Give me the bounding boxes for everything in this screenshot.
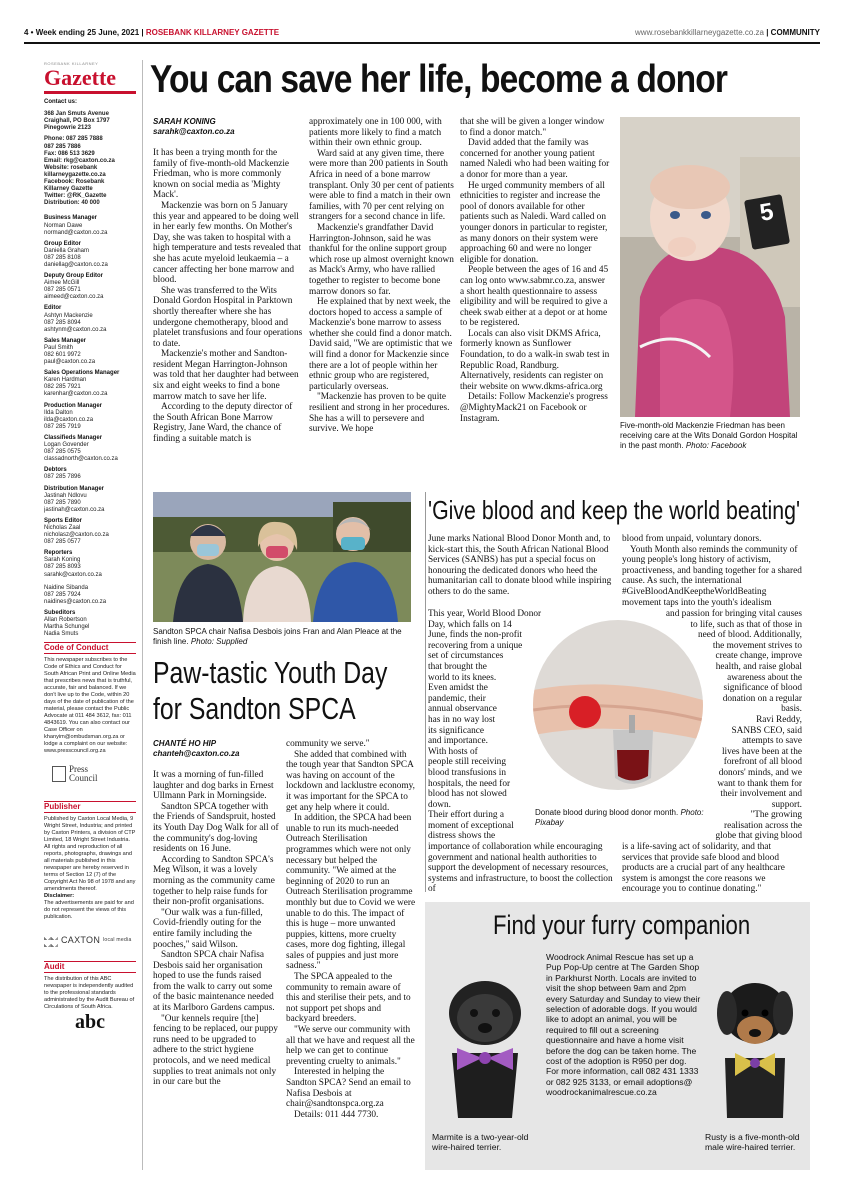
staff-role: Sports Editor — [44, 517, 83, 524]
story3-bottom-right: is a life-saving act of solidarity, and that services that provide safe blood and blood products are a crucial part of any healthcare system is amongst the core reasons we encourage you to continue donating." — [622, 842, 785, 895]
staff-line: ashtynm@caxton.co.za — [44, 326, 107, 333]
code-title: Code of Conduct — [44, 642, 136, 654]
text-line: awareness about the — [727, 672, 802, 683]
story2-col1 — [153, 770, 281, 1168]
press-council-icon — [52, 766, 66, 782]
week-label: Week ending 25 June, 2021 — [35, 27, 140, 37]
masthead-sidebar — [44, 60, 136, 1170]
staff-role: Sales Operations Manager — [44, 370, 120, 377]
dog-marmite-photo — [432, 958, 538, 1126]
text-line: annual observance — [428, 704, 497, 715]
staff-line: Daniella Graham — [44, 247, 90, 254]
paragraph: According to Sandton SPCA's Meg Wilson, it was a lovely morning as the community came together to help raise funds for their non-profit organisations. — [153, 854, 275, 908]
staff-entry — [44, 273, 136, 301]
staff-line: Norman Dawe — [44, 222, 83, 229]
story1-col1 — [153, 148, 303, 478]
logo-small: ROSEBANK KILLARNEY — [44, 61, 99, 66]
staff-line: nicholasz@caxton.co.za — [44, 532, 109, 539]
staff-line: 087 285 8108 — [44, 254, 81, 261]
paragraph: David added that the family was concerned for another young patient named Naledi who had been waiting for a donor for more than a year. — [460, 138, 610, 180]
address-line: 368 Jan Smuts Avenue — [44, 111, 109, 118]
contact-line: Website: rosebank — [44, 164, 98, 171]
text-line: Ravi Reddy, — [756, 714, 802, 725]
paragraph: The SPCA appealed to the community to remain aware of this and sterilise their pets, and to not support pet shops and backyard breeders. — [286, 972, 411, 1025]
adoption-text: Woodrock Animal Rescue has set up a Pup Pop-Up centre at The Garden Shop in Parkhurst North. Locals are invited to visit the shop between 9am and 2pm every Saturday and Sunday to view their selection of adorable dogs. If you would like to adopt an animal, you will be required to fill out a screening questionnaire and have a home visit before the dog can be taken home. The cost of the adoption is R950 per dog. For more information, call 082 431 1333 or 082 925 3133, or email adoptions@ woodrockanimalrescue.co.za — [546, 952, 701, 1098]
staff-line: Naidine Sibanda — [44, 584, 89, 591]
staff-entry — [44, 338, 136, 366]
caxton-logo: CAXTON local media — [44, 933, 136, 947]
paragraph: community we serve." — [286, 739, 370, 749]
contact-line: killarneygazette.co.za — [44, 171, 106, 178]
staff-entry — [44, 215, 136, 236]
contact-line: Facebook: Rosebank — [44, 179, 105, 186]
staff-line: 087 285 8093 — [44, 564, 81, 571]
staff-line: 087 285 7890 — [44, 499, 81, 506]
staff-entry — [44, 403, 136, 431]
text-line: June, finds the non-profit — [428, 630, 522, 641]
contact-line: Distribution: 40 000 — [44, 200, 100, 207]
staff-line: Ashtyn Mackenzie — [44, 312, 93, 319]
staff-entry — [44, 518, 136, 546]
baby-illustration — [620, 117, 800, 417]
paragraph: "Mackenzie has proven to be quite resilient and strong in her procedures. She has a will to persevere and survive. We hope — [309, 392, 450, 435]
paragraph: Mackenzie's grandfather David Harrington-Johnson, said he was thankful for the online support group which rose up almost overnight known as Mack's Army, who have rallied together to register to become bone marrow donors so far. — [309, 222, 454, 297]
staff-line: Paul Smith — [44, 344, 74, 351]
text-line: world to its knees. — [428, 672, 497, 683]
contact-line: Phone: 087 285 7888 — [44, 136, 103, 143]
staff-line: normand@caxton.co.za — [44, 229, 108, 236]
text-line: forefront of all blood — [723, 757, 802, 768]
blood-illustration — [533, 620, 703, 790]
paragraph: It has been a trying month for the family of five-month-old Mackenzie Friedman, who is more commonly known on social media as 'Mighty Mack'. — [153, 148, 290, 201]
text-line: Their effort during a — [428, 810, 504, 821]
staff-line: Nicholas Zaal — [44, 524, 81, 531]
caxton-icon — [44, 933, 58, 947]
paragraph: that she will be given a longer window to find a donor match." — [460, 117, 605, 138]
staff-line: 082 285 7921 — [44, 384, 81, 391]
staff-line: 087 285 0575 — [44, 449, 81, 456]
contact-line: Fax: 086 513 3629 — [44, 150, 95, 157]
text-line: that brought the — [428, 661, 487, 672]
staff-line: 087 285 7924 — [44, 591, 81, 598]
baby-caption: Five-month-old Mackenzie Friedman has been receiving care at the Wits Donald Gordon Hospital in the past month. Photo: Facebook — [620, 421, 798, 450]
staff-entry — [44, 610, 136, 638]
staff-line: classadnorth@caxton.co.za — [44, 456, 118, 463]
staff-line: 087 285 0577 — [44, 539, 81, 546]
paragraph: blood from unpaid, voluntary donors. — [622, 534, 762, 544]
press-council-logo: Press Council — [52, 765, 136, 783]
staff-line: sarahk@caxton.co.za — [44, 571, 102, 578]
story1-byline — [153, 117, 303, 137]
text-line: need of blood. Additionally, — [698, 630, 802, 641]
staff-line: 087 285 8094 — [44, 319, 81, 326]
page-header — [24, 22, 820, 44]
text-line: globe that giving blood — [715, 831, 802, 842]
text-line: has in no way lost — [428, 714, 496, 725]
staff-line: Allan Robertson — [44, 617, 87, 623]
staff-line: 087 285 7896 — [44, 474, 81, 481]
story3-intro: June marks National Blood Donor Month and, to kick-start this, the South African National Blood Services (SANBS) has put a special focus on honouring the dedicated donors who heed the humanitarian call to donate blood while inspiring others to do the same. — [428, 534, 612, 597]
audit-text: The distribution of this ABC newspaper is independently audited to the professional standards administrated by the Audit Bureau of Circulations of South Africa. — [44, 976, 135, 1011]
staff-list — [44, 215, 136, 638]
text-line: blood transfusions in — [428, 767, 506, 778]
paragraph: Interested in helping the Sandton SPCA? Send an email to Nafisa Desbois at chair@sandtonspca.org.za — [286, 1067, 411, 1110]
staff-role: Sales Manager — [44, 337, 87, 344]
text-line: With hosts of — [428, 746, 478, 757]
address-line: Craighall, PO Box 1797 — [44, 118, 110, 125]
staff-line: Martha Schungel — [44, 624, 90, 631]
staff-line: Jastinah Ndlovu — [44, 492, 87, 499]
text-line: attempts to save — [742, 736, 802, 747]
people-illustration — [153, 492, 411, 622]
code-text: This newspaper subscribes to the Code of Ethics and Conduct for South African Print and Online Media that prescribes news that is truthful, accurate, fair and balanced. If we don't live up to the Code, within 20 days of the date of publication of the material, please contact the Public Advocate at 011 484 3612, fax: 011 4843619. You can also contact our Case Officer on khanyim@ombudsman.org.za or lodge a complaint on our website: www.presscouncil.org.za — [44, 657, 136, 755]
paragraph: Ward said at any given time, there were more than 200 patients in South Africa in need of a bone marrow transplant. Only 30 per cent of patients were able to find a match in their own families, with 70 per cent relying on strangers for a second chance in life. — [309, 148, 454, 223]
story3-bottom-left: importance of collaboration while encouraging government and national health authorities to support the development of necessary resources, systems and infrastructure, to boost the collection of — [428, 842, 613, 895]
text-line: recovering from a unique — [428, 640, 523, 651]
dog-marmite-illustration — [432, 958, 538, 1126]
text-line: and passion for bringing vital causes — [665, 609, 802, 619]
dog-rusty-illustration — [705, 958, 805, 1126]
staff-entry — [44, 241, 136, 269]
staff-line: Logan Govender — [44, 442, 89, 449]
staff-role: Distribution Manager — [44, 485, 105, 492]
header-left: 4 • Week ending 25 June, 2021 | ROSEBANK KILLARNEY GAZETTE — [24, 27, 280, 37]
spca-photo — [153, 492, 411, 622]
staff-role: Business Manager — [44, 215, 98, 222]
text-line: SANBS CEO, said — [731, 725, 802, 736]
text-line: distress shows the — [428, 831, 496, 842]
text-line: donors' minds, and we — [718, 767, 802, 778]
staff-role: Editor — [44, 305, 62, 312]
publisher-text: Published by Caxton Local Media, 9 Wright Street, Industria; and printed by Caxton Printers, a division of CTP Limited, 18 Wright Street Industria. All rights and reproduction of all reports, photographs, drawings and all materials published in this newspaper are hereby reserved in terms of Section 12 (7) of the Copyright Act No 98 of 1978 and any amendments thereof. — [44, 816, 136, 893]
text-line: their involvement and — [720, 789, 802, 800]
paragraph: She was transferred to the Wits Donald Gordon Hospital in Parktown shortly thereafter where she has undergone chemotherapy, blood and platelet transfusions and four operations to date. — [153, 285, 303, 349]
text-line: support. — [771, 799, 802, 810]
staff-entry — [44, 305, 136, 333]
paragraph: He urged community members of all ethnicities to register and increase the pool of donors available for other patients such as Naledi. Ward called on younger donors in particular to register, as many donors on their system were approaching 60 and were no longer eligible for donation. — [460, 180, 608, 265]
staff-role: Production Manager — [44, 402, 103, 409]
paragraph: Mackenzie was born on 5 January this year and appeared to be doing well in her early few months. On Mother's Day, she was taken to hospital with a high temperature and tests revealed that she has acute myeloid leukaemia – a cancer affecting her bone marrow and blood. — [153, 200, 301, 286]
site-url[interactable]: www.rosebankkillarneygazette.co.za — [635, 27, 764, 37]
staff-line: 087 285 7919 — [44, 423, 81, 430]
address-block — [44, 111, 136, 132]
contact-line: Killarney Gazette — [44, 186, 93, 193]
paragraph: "Our kennels require [the] fencing to be replaced, our puppy runs need to be upgraded to adhere to the strict hygiene protocols, and we need medical supplies to treat animals not only in our care but the — [153, 1013, 278, 1088]
contact-title: Contact us: — [44, 99, 77, 106]
address-line: Pinegowrie 2123 — [44, 125, 92, 132]
text-line: moment of exceptional — [428, 820, 514, 831]
story1-col3 — [460, 117, 610, 478]
paragraph: He explained that by next week, the doctors hoped to access a sample of Mackenzie's bone marrow to assess whether she could find a donor match. David said, "We are optimistic that we will find a donor for Mackenzie since there are a lot of people within her ethnic group who are registered, particularly overseas. — [309, 297, 453, 392]
paragraph: Youth Month also reminds the community of young people's long history of activism, proactiveness, and banding together for a shared cause. As such, the international #GiveBloodAndKeeptheWorldBeating movement taps into the youth's idealism — [622, 544, 802, 608]
staff-line: Nadia Smuts — [44, 631, 79, 638]
text-line: lives have been at the — [721, 746, 802, 757]
staff-line: 087 285 0571 — [44, 287, 81, 294]
staff-line: karenhar@caxton.co.za — [44, 391, 108, 398]
staff-entry — [44, 486, 136, 514]
text-line: and importance. — [428, 736, 488, 747]
paragraph: Details: 011 444 7730. — [294, 1109, 379, 1120]
paragraph: Sandton SPCA chair Nafisa Desbois said her organisation hoped to use the funds raised from the walk to carry out some of the basic maintenance needed at its Marlboro Gardens campus. — [153, 950, 275, 1014]
column-divider — [425, 492, 426, 892]
paragraph: She added that combined with the tough year that Sandton SPCA was having on account of the lockdown and lacklustre economy, it was important for the SPCA to get any help where it could. — [286, 749, 415, 813]
gazette-logo: Gazette — [44, 67, 136, 94]
staff-line: aimeed@caxton.co.za — [44, 294, 104, 301]
text-line: Day, which falls on 14 — [428, 619, 512, 630]
contact-line: Twitter: @RK_Gazette — [44, 193, 107, 200]
blood-caption: Donate blood during blood donor month. Photo: Pixabay — [535, 808, 704, 827]
paper-name: ROSEBANK KILLARNEY GAZETTE — [145, 27, 280, 37]
text-line: down. — [428, 799, 451, 810]
story3-headline: 'Give blood and keep the world beating' — [428, 495, 801, 525]
contact-line: 087 285 7886 — [44, 143, 81, 150]
paragraph: Locals can also visit DKMS Africa, formerly known as Sunflower Foundation, to do a walk-in swab test in Republic Road, Randburg. Alternatively, residents can register on their website on www.dkms-africa.org — [460, 328, 610, 392]
staff-line: paul@caxton.co.za — [44, 359, 96, 366]
text-line: to life, such as that of those in — [690, 619, 802, 630]
text-line: set of circumstances — [428, 651, 504, 662]
staff-role: Subeditors — [44, 609, 76, 616]
staff-line: 082 601 9972 — [44, 352, 81, 358]
staff-role: Classifieds Manager — [44, 434, 103, 441]
staff-entry — [44, 467, 136, 481]
abc-logo: abc — [75, 1011, 105, 1034]
staff-role: Group Editor — [44, 240, 81, 247]
text-line: want to thank them for — [717, 778, 802, 789]
staff-line: Ilda Dalton — [44, 409, 73, 416]
photo-card-number: 5 — [757, 198, 776, 227]
paragraph: Mackenzie's mother and Sandton-resident Megan Harrington-Johnson was told that her daughter had between six and eight weeks to find a bone marrow match to save her life. — [153, 349, 299, 402]
staff-entry — [44, 435, 136, 463]
story4-headline: Find your furry companion — [493, 910, 751, 940]
staff-line: Karen Hardman — [44, 377, 87, 384]
paragraph: It was a morning of fun-filled laughter and dog barks in Ernest Ullmann Park in Morningside. — [153, 770, 274, 802]
contact-line: Email: rkg@caxton.co.za — [44, 157, 115, 164]
story2-col2 — [286, 739, 416, 1168]
audit-title: Audit — [44, 961, 136, 973]
text-line: significance of blood — [723, 683, 802, 694]
paragraph: In addition, the SPCA had been unable to run its much-needed Outreach Sterilisation programmes which were not only necessary but helped the community. "We aimed at the beginning of 2020 to run an Outreach Sterilisation programme monthly but due to Covid we were unable to do this. The impact of this is huge – more unwanted puppies, kittens, more cruelty cases, more dog fighting, illegal sales of puppies and just more sadness." — [286, 813, 416, 972]
header-right: www.rosebankkillarneygazette.co.za | COMMUNITY — [635, 27, 820, 37]
text-line: people still receiving — [428, 757, 506, 768]
text-line: "The growing — [750, 810, 802, 821]
staff-entry — [44, 550, 136, 606]
caption-marmite: Marmite is a two-year-old wire-haired terrier. — [432, 1132, 529, 1153]
staff-line: ilda@caxton.co.za — [44, 416, 94, 423]
paragraph: Sandton SPCA together with the Friends of Sandspruit, hosted its Youth Day Dog Walk for all of the community's dog-loving residents on 16 June. — [153, 801, 279, 855]
author-email[interactable]: chanteh@caxton.co.za — [153, 749, 240, 758]
paragraph: "Our walk was a fun-filled, Covid-friendly outing for the entire family including the pooches," said Wilson. — [153, 907, 263, 950]
spca-caption: Sandton SPCA chair Nafisa Desbois joins Fran and Alan Pleace at the finish line. Photo: Supplied — [153, 627, 402, 646]
text-line: the movement strives to — [712, 640, 802, 651]
staff-line: Sarah Koning — [44, 557, 81, 564]
staff-line: Aimee McGill — [44, 280, 80, 287]
staff-role: Debtors — [44, 467, 67, 474]
staff-role: Reporters — [44, 550, 73, 557]
text-line: hospitals, the need for — [428, 778, 511, 789]
contacts-block — [44, 136, 136, 207]
disclaimer-text: The advertisements are paid for and do not represent the views of this publication. — [44, 900, 134, 921]
text-line: health, and raise global — [715, 661, 802, 672]
story1-headline: You can save her life, become a donor — [150, 58, 728, 101]
story2-byline — [153, 739, 283, 759]
text-line: Even amidst the — [428, 683, 488, 694]
blood-donor-photo — [533, 620, 703, 790]
paragraph: approximately one in 100 000, with patients more likely to find a match within their own ethnic group. — [309, 117, 442, 149]
staff-line: daniellag@caxton.co.za — [44, 261, 108, 268]
text-line: blood has not slowed — [428, 789, 507, 800]
text-line: pandemic, their — [428, 693, 486, 704]
text-line: This year, World Blood Donor — [428, 609, 542, 619]
text-line: donation on a regular — [722, 693, 802, 704]
text-line: its significance — [428, 725, 485, 736]
author: SARAH KONING — [153, 117, 216, 126]
story1-col2 — [309, 117, 454, 478]
section-name: COMMUNITY — [770, 27, 820, 37]
staff-line: naidines@caxton.co.za — [44, 598, 107, 605]
paragraph: "We serve our community with all that we have and request all the help we can get to continue preventing cruelty to animals." — [286, 1025, 415, 1067]
text-line: create change, improve — [715, 651, 802, 662]
publisher-title: Publisher — [44, 801, 136, 813]
caption-rusty: Rusty is a five-month-old male wire-haired terrier. — [705, 1132, 800, 1153]
text-line: basis. — [781, 704, 802, 715]
staff-line: jastinah@caxton.co.za — [44, 506, 105, 513]
sidebar-divider — [142, 60, 143, 1170]
paragraph: According to the deputy director of the South African Bone Marrow Registry, Jane Ward, the chance of finding a suitable match is — [153, 402, 293, 445]
staff-role: Deputy Group Editor — [44, 273, 103, 280]
text-line: realisation across the — [724, 820, 802, 831]
paragraph: People between the ages of 16 and 45 can log onto www.sabmr.co.za, answer a short health questionnaire to assess eligibility and will be required to give a cheek swab either at a depot or at home to be registered. — [460, 265, 609, 329]
dog-rusty-photo — [705, 958, 805, 1126]
disclaimer-title: Disclaimer: — [44, 893, 75, 900]
author-email[interactable]: sarahk@caxton.co.za — [153, 127, 235, 136]
story2-headline: Paw-tastic Youth Day for Sandton SPCA — [153, 655, 388, 726]
staff-entry — [44, 370, 136, 398]
baby-photo — [620, 117, 800, 417]
page-number: 4 — [24, 27, 29, 37]
story3-right-top — [622, 534, 802, 608]
paragraph: Details: Follow Mackenzie's progress @MightyMack21 on Facebook or Instagram. — [460, 392, 608, 424]
author: CHANTÉ HO HIP — [153, 739, 217, 748]
